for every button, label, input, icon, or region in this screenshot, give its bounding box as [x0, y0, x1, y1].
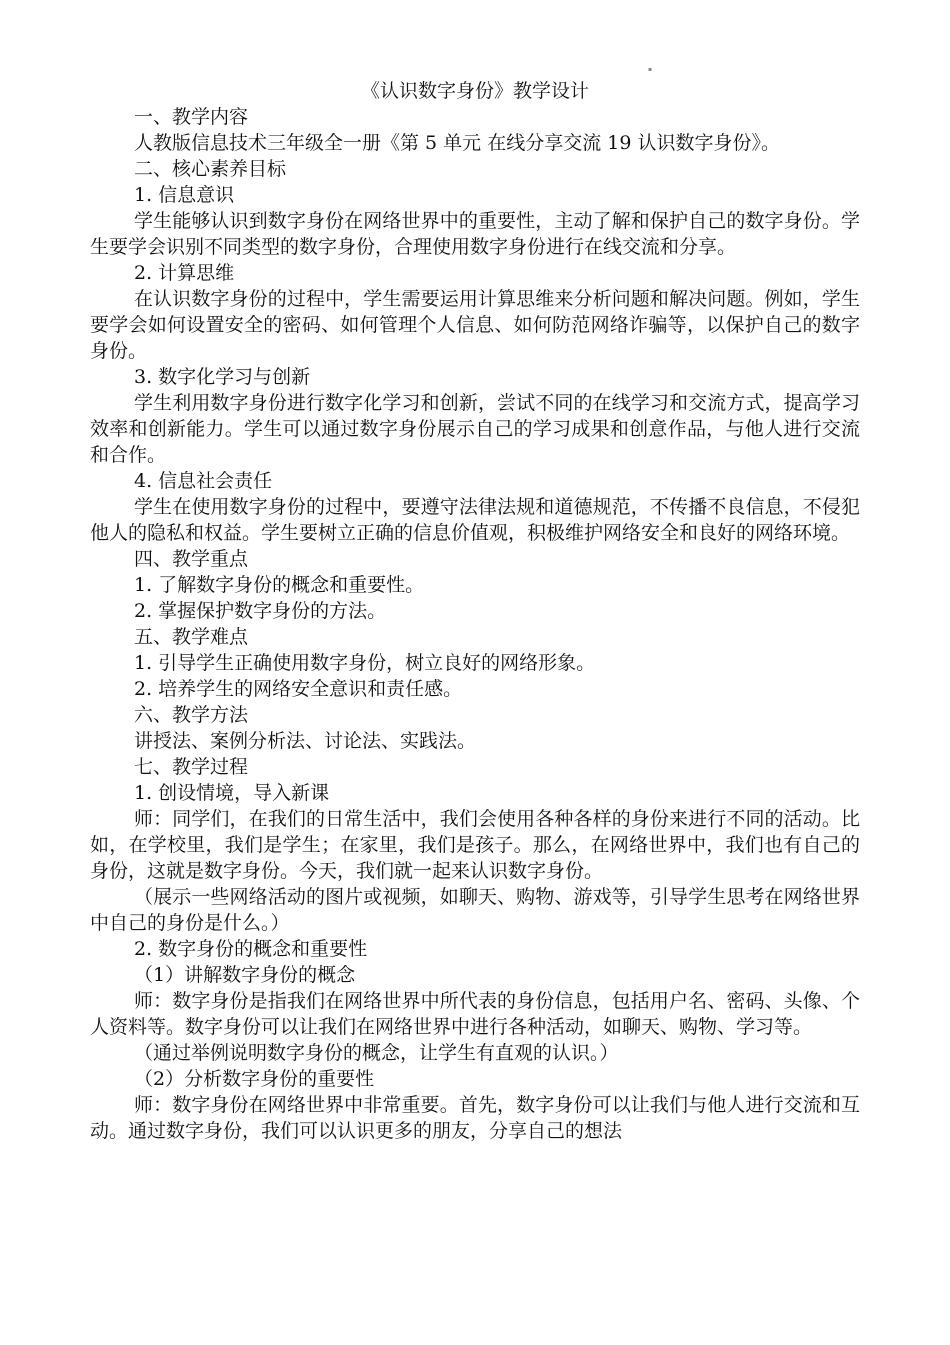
section-heading: 2. 掌握保护数字身份的方法。 — [134, 600, 387, 622]
section-heading: 讲授法、案例分析法、讨论法、实践法。 — [134, 730, 477, 752]
section-heading: 2. 数字身份的概念和重要性 — [134, 938, 368, 960]
section-heading: 四、教学重点 — [134, 548, 249, 570]
section-heading: 一、教学内容 — [134, 106, 249, 128]
document-title: 《认识数字身份》教学设计 — [360, 80, 589, 102]
document-body — [90, 104, 860, 1144]
section-heading: 1. 了解数字身份的概念和重要性。 — [134, 574, 425, 596]
document-page — [90, 78, 860, 1144]
section-heading: 五、教学难点 — [134, 626, 249, 648]
section-heading: （2）分析数字身份的重要性 — [134, 1068, 375, 1090]
body-paragraph: （展示一些网络活动的图片或视频，如聊天、购物、游戏等，引导学生思考在网络世界中自己的身份是什么。） — [90, 886, 860, 934]
body-paragraph: 人教版信息技术三年级全一册《第 5 单元 在线分享交流 19 认识数字身份》。 — [134, 132, 780, 154]
section-heading: 1. 引导学生正确使用数字身份，树立良好的网络形象。 — [134, 652, 596, 674]
section-heading: （通过举例说明数字身份的概念，让学生有直观的认识。） — [134, 1042, 619, 1064]
body-paragraph: 师：数字身份是指我们在网络世界中所代表的身份信息，包括用户名、密码、头像、个人资料等。数字身份可以让我们在网络世界中进行各种活动，如聊天、购物、学习等。 — [90, 990, 860, 1038]
section-heading: 2. 计算思维 — [134, 262, 235, 284]
section-heading: 二、核心素养目标 — [134, 158, 287, 180]
section-heading: 2. 培养学生的网络安全意识和责任感。 — [134, 678, 463, 700]
section-heading: （1）讲解数字身份的概念 — [134, 964, 356, 986]
body-paragraph: 学生利用数字身份进行数字化学习和创新，尝试不同的在线学习和交流方式，提高学习效率和创新能力。学生可以通过数字身份展示自己的学习成果和创意作品，与他人进行交流和合作。 — [90, 392, 860, 466]
section-heading: 1. 信息意识 — [134, 184, 235, 206]
body-paragraph: 师：数字身份在网络世界中非常重要。首先，数字身份可以让我们与他人进行交流和互动。通过数字身份，我们可以认识更多的朋友，分享自己的想法 — [90, 1094, 860, 1142]
section-heading: 1. 创设情境，导入新课 — [134, 782, 330, 804]
body-paragraph: 学生能够认识到数字身份在网络世界中的重要性，主动了解和保护自己的数字身份。学生要学会识别不同类型的数字身份，合理使用数字身份进行在线交流和分享。 — [90, 210, 860, 258]
section-heading: 3. 数字化学习与创新 — [134, 366, 311, 388]
section-heading: 4. 信息社会责任 — [134, 470, 273, 492]
body-paragraph: 学生在使用数字身份的过程中，要遵守法律法规和道德规范，不传播不良信息，不侵犯他人的隐私和权益。学生要树立正确的信息价值观，积极维护网络安全和良好的网络环境。 — [90, 496, 860, 544]
body-paragraph: 在认识数字身份的过程中，学生需要运用计算思维来分析问题和解决问题。例如，学生要学会如何设置安全的密码、如何管理个人信息、如何防范网络诈骗等，以保护自己的数字身份。 — [90, 288, 860, 362]
section-heading: 七、教学过程 — [134, 756, 249, 778]
page-marker: ▪ — [648, 66, 653, 73]
section-heading: 六、教学方法 — [134, 704, 249, 726]
body-paragraph: 师：同学们，在我们的日常生活中，我们会使用各种各样的身份来进行不同的活动。比如，在学校里，我们是学生；在家里，我们是孩子。那么，在网络世界中，我们也有自己的身份，这就是数字身份。今天，我们就一起来认识数字身份。 — [90, 808, 860, 882]
